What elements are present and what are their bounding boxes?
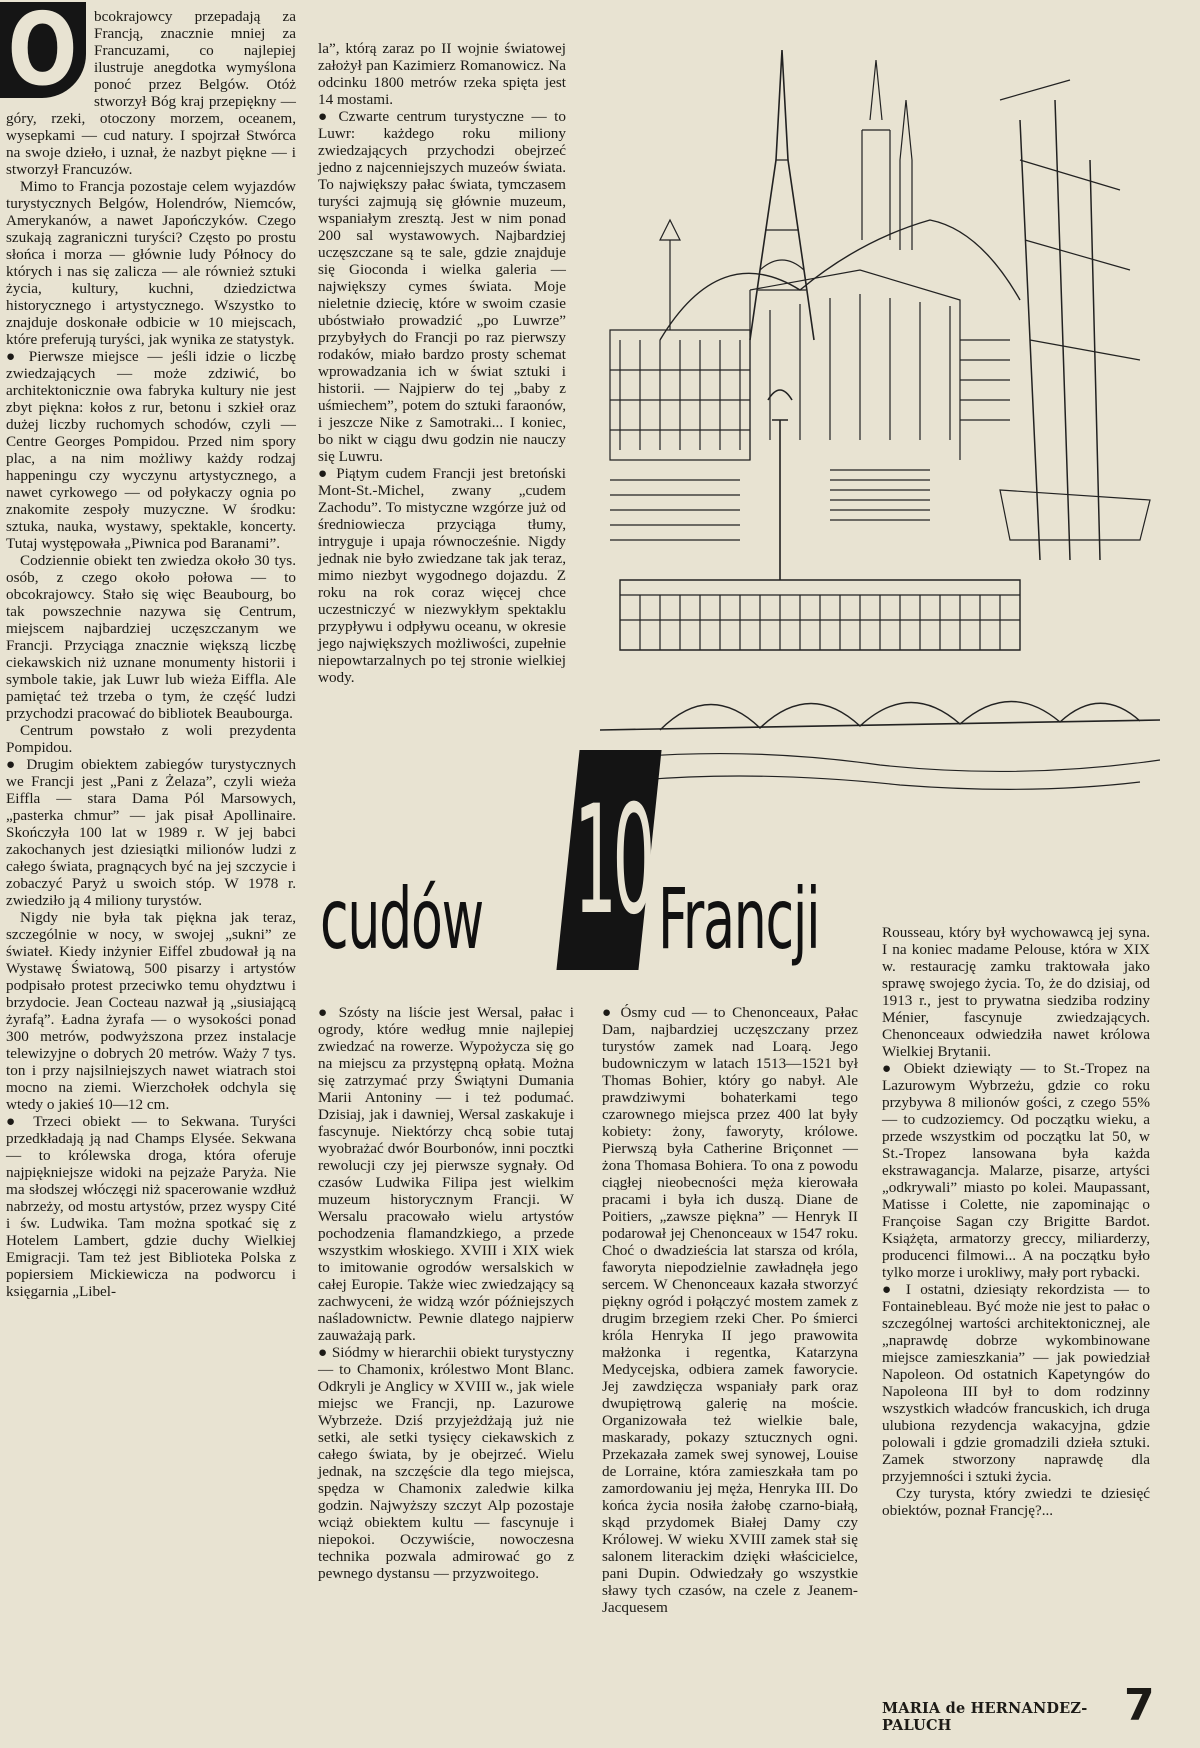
paragraph: ● Drugim obiektem zabiegów turystycznych we Francji jest „Pani z Żelaza”, czyli wieża Eiffla — stara Dama Pól Marsowych, „pasterka chmur” — jak pisał Apollinaire. Skończyła 100 lat w 1989 r. W jej babci zakochanych jest dziesiątki milionów ludzi z całego świata, pragnących być na jej szczycie i zobaczyć Paryż u swoich stóp. W 1978 r. zwiedziło ją 4 miliony turystów. [6, 756, 296, 909]
paragraph: ● Piątym cudem Francji jest bretoński Mont-St.-Michel, zwany „cudem Zachodu”. To mistyczne wzgórze już od średniowiecza przyciąga tłumy, intryguje i upaja równocześnie. Nigdy jednak nie było zwiedzane tak jak teraz, mimo niezbyt wygodnego dojazdu. Z roku na rok coraz więcej chce uczestniczyć w niezwykłym spektaklu przypływu i odpływu oceanu, w okresie jego największych możliwości, zupełnie niepowtarzalnych po tej stronie wielkiej wody. [318, 465, 566, 686]
paragraph: ● Czwarte centrum turystyczne — to Luwr: każdego roku miliony zwiedzających przychodzi obejrzeć jedno z najcenniejszych muzeów świata. To największy pałac świata, tymczasem turyści zajmują się głównie muzeum, wspaniałym zresztą. Jest w nim ponad 200 sal wystawowych. Najbardziej uczęszczane są te sale, gdzie znajduje się Gioconda i wielka galeria — największy cymes świata. Moje nieletnie dziecię, które w swoim czasie ubóstwiało prowadzić „po Luwrze” przybyłych do Francji po raz pierwszy rodaków, miało bardzo prosty schemat wprowadzania ich w świat sztuki i historii. — Najpierw do tej „baby z uśmiechem”, potem do sztuki faraonów, i jeszcze Nike z Samotraki... I koniec, bo nikt w ciągu dwu godzin nie nauczy się Luwru. [318, 108, 566, 465]
paragraph: Rousseau, który był wychowawcą jej syna. I na koniec madame Pelouse, która w XIX w. restaurację zamku traktowała jako sprawę swojego życia. To, że do dzisiaj, od 1913 r., jest to prywatna siedziba rodziny Ménier, fascynuje zwiedzających. Chenonceaux odwiedziła nawet królowa Wielkiej Brytanii. [882, 924, 1150, 1060]
paragraph: ● I ostatni, dziesiąty rekordzista — to Fontainebleau. Być może nie jest to pałac o szczególnej wartości architektonicznej, ale „naprawdę dobrze wykombinowane miejsce zamieszkania” — jak powiedział Napoleon. Od ostatnich Kapetyngów do Napoleona III był to dom rodzinny wszystkich władców francuskich, ich druga ulubiona rezydencja wakacyjna, gdzie polowali i gdzie gromadzili dzieła sztuki. Zamek stworzony naprawdę dla przyjemności i sztuki życia. [882, 1281, 1150, 1485]
text-column-1 [6, 0, 296, 1300]
paragraph: Codziennie obiekt ten zwiedza około 30 tys. osób, z czego około połowa — to obcokrajowcy. Stało się więc Beaubourg, bo tak powszechnie nazywa się Centrum, miejscem najbardziej uczęszczanym we Francji. Przyciąga znacznie większą liczbę ciekawskich niż uznane monumenty historii i symbole takie, jak Luwr lub wieża Eiffla. Ale pamiętać też trzeba o tym, że część ludzi przychodzi pracować do bibliotek Beaubourga. [6, 552, 296, 722]
paragraph: ● Siódmy w hierarchii obiekt turystyczny — to Chamonix, królestwo Mont Blanc. Odkryli je Anglicy w XVIII w., jak wiele miejsc we Francji, np. Lazurowe Wybrzeże. Dziś przyjeżdżają już nie setki, ale setki tysięcy ciekawskich z całego świata, by je obejrzeć. Wielu jednak, na szczęście dla tego miejsca, spędza w Chamonix zaledwie kilka godzin. Najwyższy szczyt Alp pozostaje wciąż obiektem kultu — fascynuje i niepokoi. Oczywiście, nowoczesna technika pozwala admirować go z pewnego dystansu — przyzwoitego. [318, 1344, 574, 1582]
article-title [318, 750, 838, 1000]
title-word-francji: Francji [658, 870, 820, 968]
drop-cap: O [0, 2, 86, 98]
paragraph: Mimo to Francja pozostaje celem wyjazdów turystycznych Belgów, Holendrów, Niemców, Amerykanów, a nawet Japończyków. Czego szukają zagraniczni turyści? Często po prostu słońca i morza — głównie ludy Północy do których i nas się zalicza — ale również sztuki życia, kultury, kuchni, dziedzictwa historycznego i artystycznego. Wszystko to znajduje doskonałe odbicie w 10 miejscach, które preferują turyści, jak wynika ze statystyk. [6, 178, 296, 348]
paragraph: ● Szósty na liście jest Wersal, pałac i ogrody, które według mnie najlepiej zwiedzać na rowerze. Wypożycza się go na miejscu za przystępną opłatą. Można się zatrzymać przy Świątyni Dumania Marii Antoniny — i też podumać. Dzisiaj, jak i dawniej, Wersal zaskakuje i fascynuje. Niektórzy chcą sobie tutaj wyobrażać dwór Bourbonów, inni pocztki rewolucji czy jej pierwsze sygnały. Od czasów Ludwika Filipa jest wielkim muzeum historycznym Francji. W Wersalu pracowało wielu artystów pochodzenia flamandzkiego, a przede wszystkim włoskiego. XVIII i XIX wiek to imitowanie ogrodów wersalskich w całej Europie. Także wiec zwiedzający są zachwyceni, że widzą wzór późniejszych naśladownictw. Pewnie dlatego najpierw zauważają park. [318, 1004, 574, 1344]
text-column-4 [602, 1004, 858, 1616]
title-number: 10 [574, 774, 651, 948]
paragraph: bcokrajowcy przepadają za Francją, znacznie mniej za Francuzami, co najlepiej ilustruje anegdotka wymyślona ponoć przez Belgów. Otóż stworzył Bóg kraj przepiękny — góry, rzeki, otoczony morzem, oceanem, wysepkami — cud natury. I spojrzał Stwórca na swoje dzieło, i uznał, że nazbyt piękne — i stworzył Francuzów. [6, 8, 296, 178]
paragraph: ● Obiekt dziewiąty — to St.-Tropez na Lazurowym Wybrzeżu, gdzie co roku przybywa 8 milionów gości, z czego 55% — to cudzoziemcy. Od początku wieku, a przede wszystkim od początku lat 50, w St.-Tropez lansowana była każda ekstrawagancja. Malarze, pisarze, artyści „odkrywali” miasto po kolei. Maupassant, Matisse i Colette, nie zapominając o Françoise Sagan czy Brigitte Bardot. Książęta, armatorzy greccy, miliarderzy, producenci filmowi... A na początku było tylko morze i urokliwy, mały port rybacki. [882, 1060, 1150, 1281]
author-byline: MARIA de HERNANDEZ-PALUCH [882, 1700, 1088, 1734]
paragraph: ● Ósmy cud — to Chenonceaux, Pałac Dam, najbardziej uczęszczany przez turystów zamek nad Loarą. Jego budowniczym w latach 1513—1521 był Thomas Bohier, który go nabył. Ale prawdziwymi bohaterkami tego czarownego miejsca przez 400 lat były kobiety: żony, faworyty, królowe. Pierwszą była Catherine Briçonnet — żona Thomasa Bohiera. To ona z powodu ciągłej nieobecności męża kierowała pracami i była ich duszą. Diane de Poitiers, „zawsze piękna” — Henryk II podarował jej Chenonceaux w 1547 roku. Choć o dwadzieścia lat starsza od króla, faworyta niepodzielnie zawładnęła jego sercem. W Chenonceaux kazała stworzyć piękny ogród i połączyć mostem zamek z drugim brzegiem rzeki Cher. Po śmierci króla Henryka II jego prawowita małżonka i regentka, Katarzyna Medycejska, odbiera zamek faworycie. Jej zawdzięcza wspaniały park oraz dwupiętrową galerię na moście. Organizowała też wielkie bale, maskarady, pokazy sztucznych ogni. Przekazała zamek swej synowej, Louise de Lorraine, która zamieszkała tam po zamordowaniu jej męża, Henryka III. Do końca życia nosiła żałobę czarno-białą, skąd przydomek Białej Damy czy Królowej. W wieku XVIII zamek stał się salonem literackim dzięki właścicielce, pani Dupin. Odwiedzały go wszystkie sławy tych czasów, na czele z Jeanem-Jacquesem [602, 1004, 858, 1616]
paragraph: la”, którą zaraz po II wojnie światowej założył pan Kazimierz Romanowicz. Na odcinku 1800 metrów rzeka spięta jest 14 mostami. [318, 40, 566, 108]
paragraph: ● Pierwsze miejsce — jeśli idzie o liczbę zwiedzających — może zdziwić, bo architektonicznie owa fabryka kultury nie jest zbyt piękna: kołos z rur, betonu i szkieł oraz dużej liczby ruchomych schodów, czyli — Centre Georges Pompidou. Przed nim spory plac, a na nim możliwy każdy rodzaj happeningu czy wyczynu artystycznego, a nawet cyrkowego — od połykaczy ognia po znakomite zespoły muzyczne. W środku: sztuka, nauka, wystawy, spektakle, koncerty. Tutaj występowała „Piwnica pod Baranami”. [6, 348, 296, 552]
paragraph: Czy turysta, który zwiedzi te dziesięć obiektów, poznał Francję?... [882, 1485, 1150, 1519]
page-number: 7 [1124, 1680, 1155, 1731]
text-column-5 [882, 924, 1150, 1519]
paris-sketch-illustration [600, 40, 1160, 800]
paragraph: Centrum powstało z woli prezydenta Pompidou. [6, 722, 296, 756]
title-word-cudow: cudów [320, 870, 483, 968]
text-column-2 [318, 40, 566, 686]
paragraph: Nigdy nie była tak piękna jak teraz, szczególnie w nocy, w swojej „sukni” ze świateł. Kiedy inżynier Eiffel zbudował ją na Wystawę Światową, 500 pisarzy i artystów podpisało protest przeciwko temu ohydztwu i brzydocie. Jean Cocteau nazwał ją „siusiającą żyrafą”. Ładna żyrafa — o wysokości ponad 300 metrów, podwyższona przez instalacje telewizyjne o dobrych 20 metrów. Waży 7 tys. ton i przy najsilniejszych nawet wiatrach stoi mocno na ziemi. Wierzchołek odchyla się wtedy o jakieś 10—12 cm. [6, 909, 296, 1113]
paragraph: ● Trzeci obiekt — to Sekwana. Turyści przedkładają ją nad Champs Elysée. Sekwana — to królewska droga, która oferuje najpiękniejsze widoki na pejzaże Paryża. Nie ma słodszej włóczęgi niż spacerowanie wzdłuż nabrzeży, od mostu artystów, przez wyspy Cité i św. Ludwika. Tam można spotkać się z Hotelem Lambert, gdzie duchy Wielkiej Emigracji. Tam też jest Biblioteka Polska z popiersiem Mickiewicza na podworcu i księgarnia „Libel- [6, 1113, 296, 1300]
text-column-3 [318, 1004, 574, 1582]
